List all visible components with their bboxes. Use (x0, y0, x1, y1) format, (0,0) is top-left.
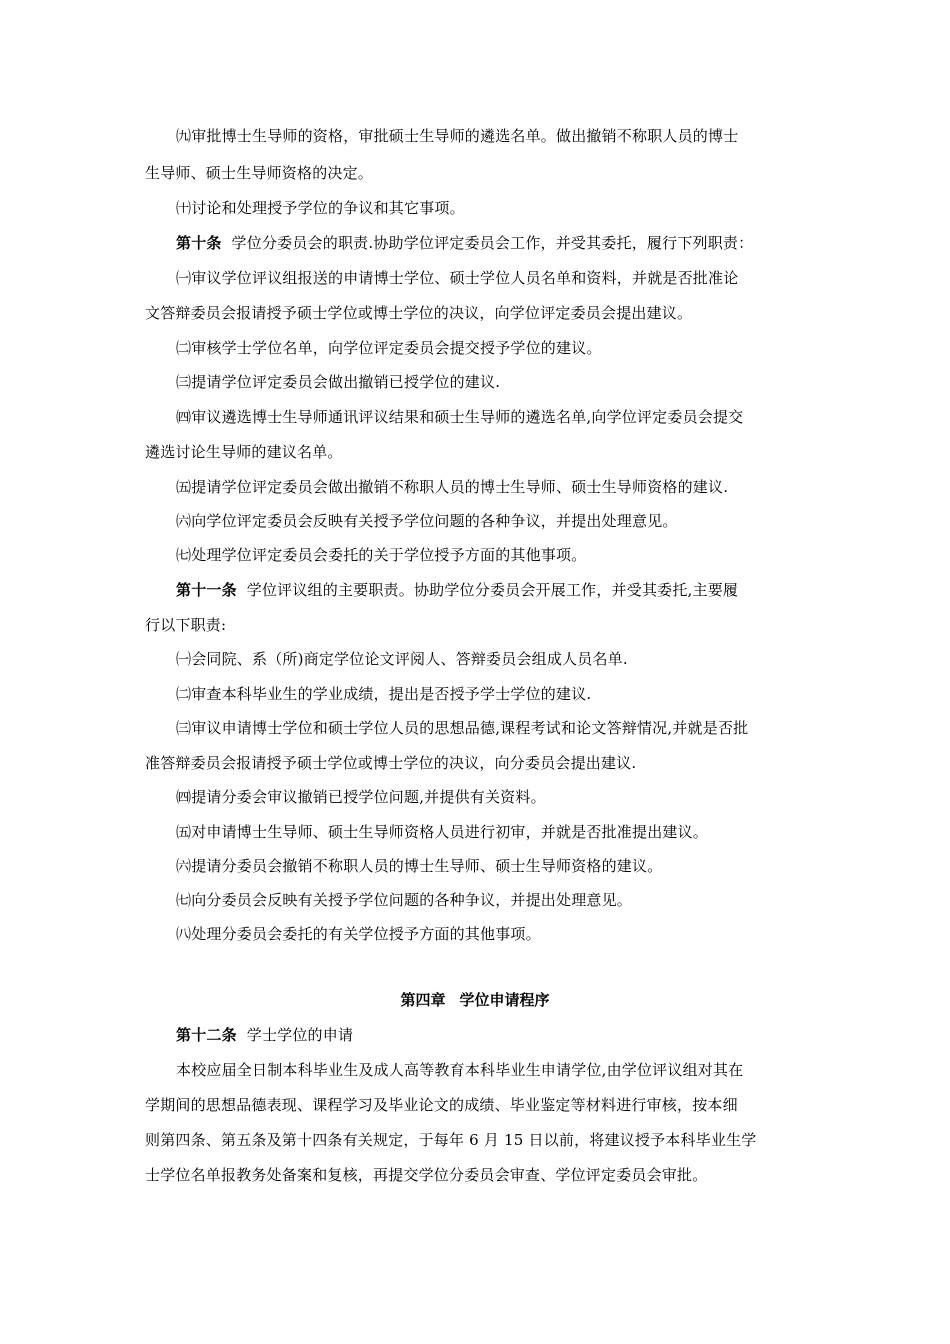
paragraph-line: ㈨审批博士生导师的资格，审批硕士生导师的遴选名单。做出撤销不称职人员的博士 (176, 127, 739, 145)
chapter-heading (0, 990, 950, 1010)
article-11-line: 第十一条 学位评议组的主要职责。协助学位分委员会开展工作，并受其委托,主要履 (176, 581, 739, 599)
article-12-label: 第十二条 (176, 1026, 237, 1044)
paragraph-line: 本校应届全日制本科毕业生及成人高等教育本科毕业生申请学位,由学位评议组对其在 (176, 1061, 744, 1079)
chapter-number: 第四章 (400, 991, 446, 1009)
paragraph-line: ㈣审议遴选博士生导师通讯评议结果和硕士生导师的遴选名单,向学位评定委员会提交 (176, 408, 744, 426)
paragraph-line: ㈤提请学位评定委员会做出撤销不称职人员的博士生导师、硕士生导师资格的建议. (176, 478, 729, 496)
paragraph-line: ㈡审查本科毕业生的学业成绩，提出是否授予学士学位的建议. (176, 685, 592, 703)
paragraph-line: 准答辩委员会报请授予硕士学位或博士学位的决议，向分委员会提出建议. (145, 754, 637, 772)
paragraph-line: 学期间的思想品德表现、课程学习及毕业论文的成绩、毕业鉴定等材料进行审核，按本细 (145, 1096, 738, 1114)
paragraph-line: ㈢提请学位评定委员会做出撤销已授学位的建议. (176, 373, 501, 391)
paragraph-line: ㈦处理学位评定委员会委托的关于学位授予方面的其他事项。 (176, 546, 587, 564)
article-10-label: 第十条 (176, 234, 222, 252)
paragraph-line: 则第四条、第五条及第十四条有关规定，于每年 6 月 15 日以前，将建议授予本科毕业生学 (145, 1131, 757, 1149)
article-11-label: 第十一条 (176, 581, 237, 599)
paragraph-line: ㈧处理分委员会委托的有关学位授予方面的其他事项。 (176, 925, 541, 943)
paragraph-line: 生导师、硕士生导师资格的决定。 (145, 164, 374, 182)
paragraph-line: ㈥提请分委员会撤销不称职人员的博士生导师、硕士生导师资格的建议。 (176, 857, 663, 875)
paragraph-line: ㈡审核学士学位名单，向学位评定委员会提交授予学位的建议。 (176, 339, 602, 357)
paragraph-line: ㈠会同院、系（所)商定学位论文评阅人、答辩委员会组成人员名单. (176, 650, 628, 668)
paragraph-line: 行以下职责: (145, 616, 227, 634)
paragraph-line: ㈩讨论和处理授予学位的争议和其它事项。 (176, 199, 465, 217)
paragraph-line: 文答辩委员会报请授予硕士学位或博士学位的决议，向学位评定委员会提出建议。 (145, 304, 693, 322)
paragraph-line: ㈣提请分委会审议撤销已授学位问题,并提供有关资料。 (176, 788, 546, 806)
paragraph-line: 遴选讨论生导师的建议名单。 (145, 443, 343, 461)
paragraph-line: ㈢审议申请博士学位和硕士学位人员的思想品德,课程考试和论文答辩情况,并就是否批 (176, 719, 749, 737)
paragraph-line: ㈦向分委员会反映有关授予学位问题的各种争议，并提出处理意见。 (176, 891, 633, 909)
paragraph-line: ㈠审议学位评议组报送的申请博士学位、硕士学位人员名单和资料，并就是否批准论 (176, 269, 739, 287)
article-10-line: 第十条 学位分委员会的职责.协助学位评定委员会工作，并受其委托，履行下列职责： (176, 234, 754, 252)
paragraph-line: ㈤对申请博士生导师、硕士生导师资格人员进行初审，并就是否批准提出建议。 (176, 823, 709, 841)
chapter-title: 学位申请程序 (459, 991, 550, 1009)
paragraph-line: 士学位名单报教务处备案和复核，再提交学位分委员会审查、学位评定委员会审批。 (145, 1166, 708, 1184)
paragraph-line: ㈥向学位评定委员会反映有关授予学位问题的各种争议，并提出处理意见。 (176, 512, 678, 530)
article-12-line: 第十二条 学士学位的申请 (176, 1026, 354, 1044)
